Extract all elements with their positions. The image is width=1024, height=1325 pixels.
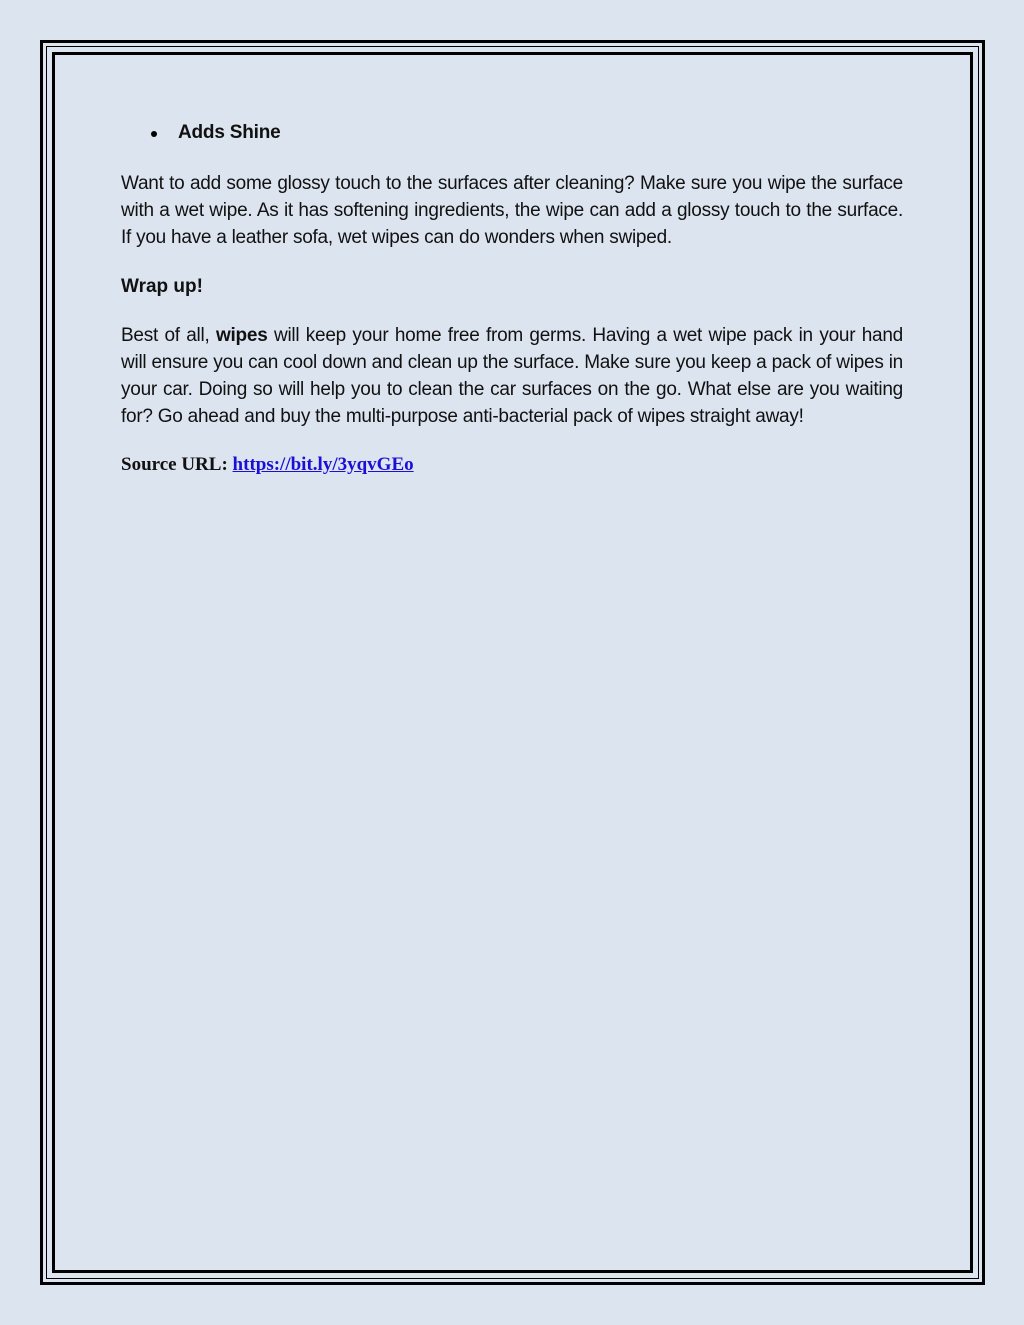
section-heading: Wrap up! xyxy=(121,276,203,297)
bullet-item xyxy=(151,118,903,148)
bullet-title: Adds Shine xyxy=(178,122,281,143)
paragraph-wrap-up xyxy=(121,322,903,430)
source-label: Source URL: xyxy=(121,454,233,475)
paragraph-text-rest: will keep your home free from germs. Having a wet wipe pack in your hand will ensure you can cool down and clean up the surface. Make sure you keep a pack of wipes in your car. Doing so will help you to clean the car surfaces on the go. What else are you waiting for? Go ahead and buy the multi-purpose anti-bacterial pack of wipes straight away! xyxy=(121,325,903,427)
source-link[interactable]: https://bit.ly/3yqvGEo xyxy=(232,454,414,475)
source-line xyxy=(121,451,903,478)
paragraph-adds-shine: Want to add some glossy touch to the surfaces after cleaning? Make sure you wipe the surface with a wet wipe. As it has softening ingredients, the wipe can add a glossy touch to the surface. If you have a leather sofa, wet wipes can do wonders when swiped. xyxy=(121,173,903,248)
paragraph-text-start: Best of all, xyxy=(121,325,216,346)
bullet-icon xyxy=(151,131,157,137)
document-body xyxy=(121,118,903,478)
emphasized-word: wipes xyxy=(215,325,268,346)
